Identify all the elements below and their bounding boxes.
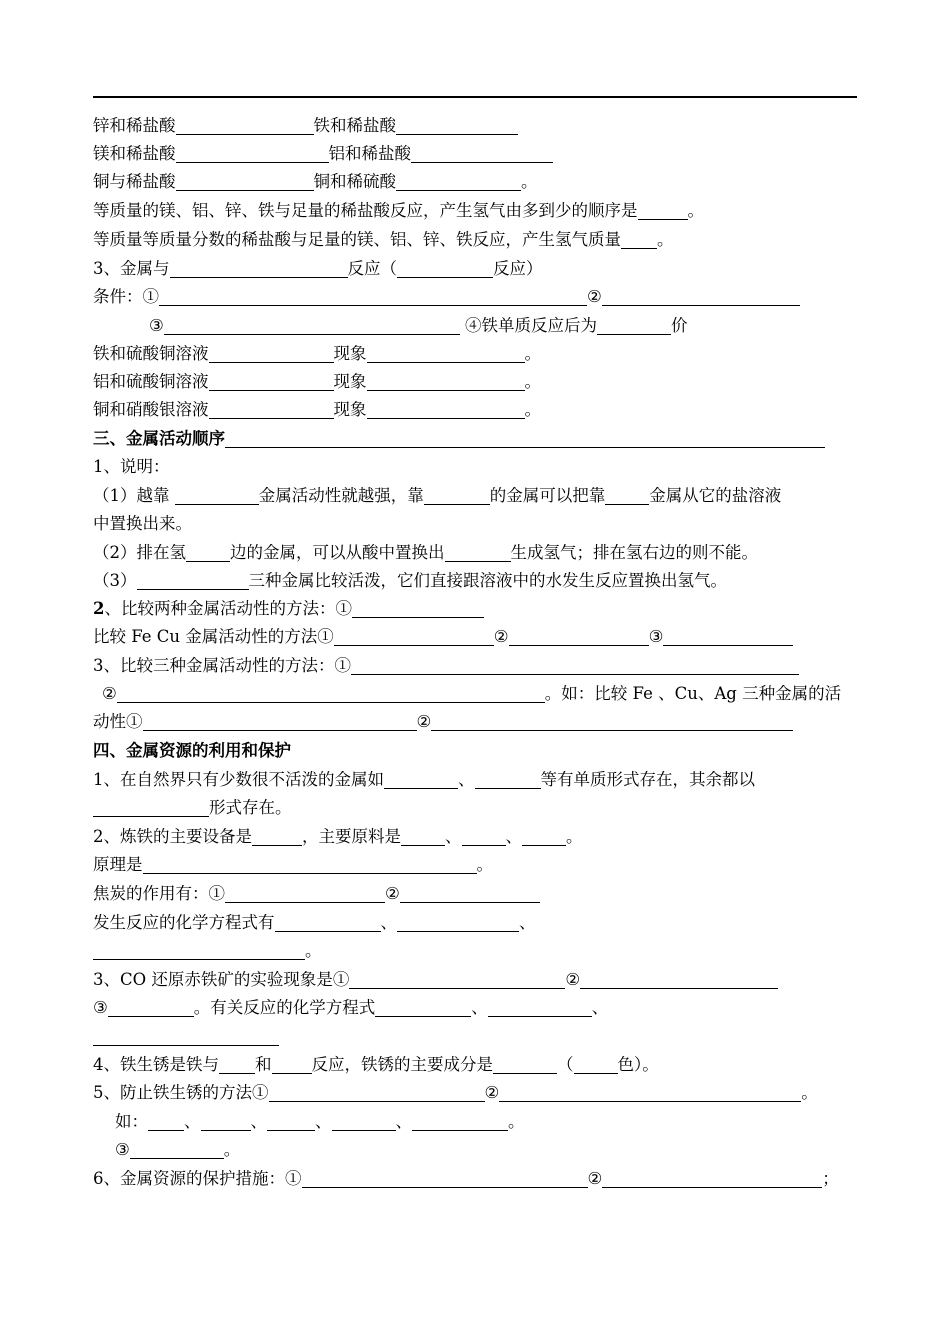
text: 锌和稀盐酸 [93,116,176,135]
blank[interactable] [397,258,493,278]
text: （1）越靠 [93,486,175,505]
blank[interactable] [159,286,587,306]
blank[interactable] [176,115,314,135]
line-21 [93,708,863,736]
text: 中置换出来。 [93,514,192,533]
text: 反应（ [347,259,397,278]
text: 5、防止铁生锈的方法① [93,1083,269,1102]
blank[interactable] [462,826,506,846]
blank[interactable] [148,1111,184,1131]
text: 铁和硫酸铜溶液 [93,344,209,363]
text: 铁和稀盐酸 [313,116,396,135]
header-rule [93,96,857,98]
blank[interactable] [332,1111,396,1131]
line-20 [102,680,872,708]
text: 、 [315,1112,332,1131]
text: 3、比较三种金属活动性的方法：① [93,656,351,675]
text: 4、铁生锈是铁与 [93,1055,219,1074]
text: 2、炼铁的主要设备是 [93,827,252,846]
text: 如： [115,1112,148,1131]
text: 现象 [333,344,367,363]
text: 现象 [333,400,367,419]
blank[interactable] [621,229,657,249]
line-8 [93,312,919,340]
text: 。 [508,1112,525,1131]
blank[interactable] [493,1054,557,1074]
text: 焦炭的作用有：① [93,884,225,903]
text: 形式存在。 [209,798,292,817]
line-30 [93,994,863,1022]
line-13 [93,482,863,510]
blank[interactable] [186,542,230,562]
text: ② [587,1169,603,1188]
blank[interactable] [400,883,540,903]
text: 。 [687,201,704,220]
blank[interactable] [663,626,793,646]
blank[interactable] [201,1111,251,1131]
blank[interactable] [272,1054,312,1074]
text: 反应，铁锈的主要成分是 [311,1055,493,1074]
text: 等有单质形式存在，其余都以 [540,770,755,789]
line-19 [93,652,863,680]
line-27 [93,909,863,937]
line-6 [93,255,863,283]
text: ② [587,287,602,306]
line-1 [93,112,863,140]
text: 和 [255,1055,272,1074]
blank[interactable] [602,286,800,306]
text: 动性① [93,712,143,731]
text: 现象 [333,372,367,391]
blank[interactable] [580,969,778,989]
text: 条件：① [93,287,159,306]
text: 色）。 [617,1055,659,1074]
text: 。 [566,827,583,846]
blank[interactable] [351,655,799,675]
text: 、 [250,1112,267,1131]
blank[interactable] [269,1082,485,1102]
blank[interactable] [117,683,545,703]
line-31 [93,1023,863,1051]
blank[interactable] [164,315,460,335]
blank[interactable] [275,912,381,932]
blank[interactable] [93,797,209,817]
text: 反应） [493,259,543,278]
text: ④铁单质反应后为 [459,316,598,335]
blank[interactable] [397,912,519,932]
text: 生成氢气；排在氢右边的则不能。 [510,543,758,562]
line-23 [93,794,863,822]
text: ③ [115,1140,130,1159]
text: ③ [648,627,664,646]
blank[interactable] [349,969,565,989]
blank[interactable] [475,769,541,789]
text: 、 [458,770,475,789]
text: 三种金属比较活泼，它们直接跟溶液中的水发生反应置换出氢气。 [248,571,727,590]
blank[interactable] [143,711,417,731]
line-4 [93,197,863,225]
text: ③ [93,998,108,1017]
line-14 [93,510,863,538]
line-5 [93,226,863,254]
blank[interactable] [597,315,671,335]
text: 金属从它的盐溶液 [649,486,782,505]
blank[interactable] [130,1139,224,1159]
text: ② [484,1083,500,1102]
text: 。 [476,855,493,874]
text: 铝和硫酸铜溶液 [93,372,209,391]
text: 价 [671,316,688,335]
line-26 [93,880,863,908]
blank[interactable] [424,485,490,505]
blank[interactable] [602,1168,822,1188]
section-heading-3 [93,425,863,453]
text: 、 [395,1112,412,1131]
text: 。 [521,172,538,191]
line-3 [93,168,863,196]
text: ② [565,970,581,989]
blank[interactable] [209,399,334,419]
text: （2）排在氢 [93,543,186,562]
blank[interactable] [93,940,305,960]
blank[interactable] [522,826,566,846]
blank[interactable] [225,883,385,903]
blank[interactable] [367,343,525,363]
text: 、 [505,827,522,846]
text: 。 [801,1083,818,1102]
blank[interactable] [574,1054,618,1074]
text: 、 [519,913,536,932]
text: 等质量的镁、铝、锌、铁与足量的稀盐酸反应，产生氢气由多到少的顺序是 [93,201,638,220]
blank[interactable] [396,171,521,191]
text: ② [102,684,117,703]
blank[interactable] [267,1111,315,1131]
text: 发生反应的化学方程式有 [93,913,275,932]
blank[interactable] [302,1168,588,1188]
line-18 [93,623,863,651]
line-36 [93,1165,863,1193]
text: 3、CO 还原赤铁矿的实验现象是① [93,970,350,989]
text: 。 [657,230,674,249]
text: 、 [380,913,397,932]
text: 、 [184,1112,201,1131]
blank[interactable] [367,399,525,419]
text: 6、金属资源的保护措施：① [93,1169,302,1188]
text: ，主要原料是 [302,827,401,846]
text: 边的金属，可以从酸中置换出 [230,543,445,562]
text: 铜和稀硫酸 [313,172,396,191]
text: ③ [149,316,164,335]
text: 。 [524,344,541,363]
blank[interactable] [509,626,649,646]
line-33 [93,1079,863,1107]
text: 。 [524,400,541,419]
text: ② [493,627,509,646]
blank[interactable] [375,997,471,1017]
blank[interactable] [367,371,525,391]
text: 铜与稀盐酸 [93,172,176,191]
text: 。如：比较 Fe 、Cu、Ag 三种金属的活 [544,684,842,703]
blank[interactable] [219,1054,255,1074]
line-11 [93,396,863,424]
text: 等质量等质量分数的稀盐酸与足量的镁、铝、锌、铁反应，产生氢气质量 [93,230,621,249]
blank[interactable] [143,854,477,874]
blank[interactable] [176,143,329,163]
text: 铜和硝酸银溶液 [93,400,209,419]
blank[interactable] [209,343,334,363]
blank[interactable] [412,1111,508,1131]
text: 。 [305,941,322,960]
line-24 [93,823,863,851]
text: 、 [445,827,462,846]
text: （3） [93,571,137,590]
blank[interactable] [499,1082,801,1102]
blank[interactable] [137,570,249,590]
line-32 [93,1051,863,1079]
blank[interactable] [252,826,302,846]
line-17 [93,595,863,623]
blank[interactable] [638,200,688,220]
line-29 [93,966,863,994]
text: 2 [93,599,105,618]
blank[interactable] [93,1026,279,1046]
line-12 [93,453,863,481]
blank[interactable] [396,115,518,135]
blank[interactable] [176,171,314,191]
blank[interactable] [384,769,458,789]
text: 三、金属活动顺序 [93,429,225,448]
line-9 [93,340,863,368]
text: 的金属可以把靠 [489,486,606,505]
text: 比较 Fe Cu 金属活动性的方法① [93,627,334,646]
line-10 [93,368,863,396]
text: 、 [471,998,488,1017]
blank[interactable] [352,598,484,618]
blank[interactable] [445,542,511,562]
text: 。有关反应的化学方程式 [193,998,376,1017]
text: （ [557,1055,574,1074]
line-28 [93,937,863,965]
text: 、比较两种金属活动性的方法：① [104,599,352,618]
section-heading-4 [93,737,863,765]
line-35 [115,1136,885,1164]
blank[interactable] [225,428,825,448]
text: 铝和稀盐酸 [328,144,411,163]
text: ② [416,712,432,731]
text: 。 [524,372,541,391]
text: 、 [591,998,609,1017]
line-22 [93,766,863,794]
text: 原理是 [93,855,143,874]
line-34 [115,1108,885,1136]
blank[interactable] [108,997,194,1017]
blank[interactable] [170,258,348,278]
line-2 [93,140,863,168]
text: 3、金属与 [93,259,170,278]
blank[interactable] [431,711,793,731]
text: 金属活动性就越强，靠 [258,486,424,505]
blank[interactable] [488,997,592,1017]
line-15 [93,539,863,567]
text: 。 [223,1140,241,1159]
text: ； [822,1169,839,1188]
line-16 [93,567,863,595]
blank[interactable] [209,371,334,391]
text: 1、说明： [93,457,170,476]
text: ② [385,884,400,903]
text: 镁和稀盐酸 [93,144,176,163]
text: 1、在自然界只有少数很不活泼的金属如 [93,770,384,789]
text: 四、金属资源的利用和保护 [93,741,291,760]
blank[interactable] [411,143,553,163]
line-25 [93,851,863,879]
blank[interactable] [334,626,494,646]
blank[interactable] [175,485,259,505]
blank[interactable] [401,826,445,846]
line-7 [93,283,863,311]
blank[interactable] [605,485,649,505]
